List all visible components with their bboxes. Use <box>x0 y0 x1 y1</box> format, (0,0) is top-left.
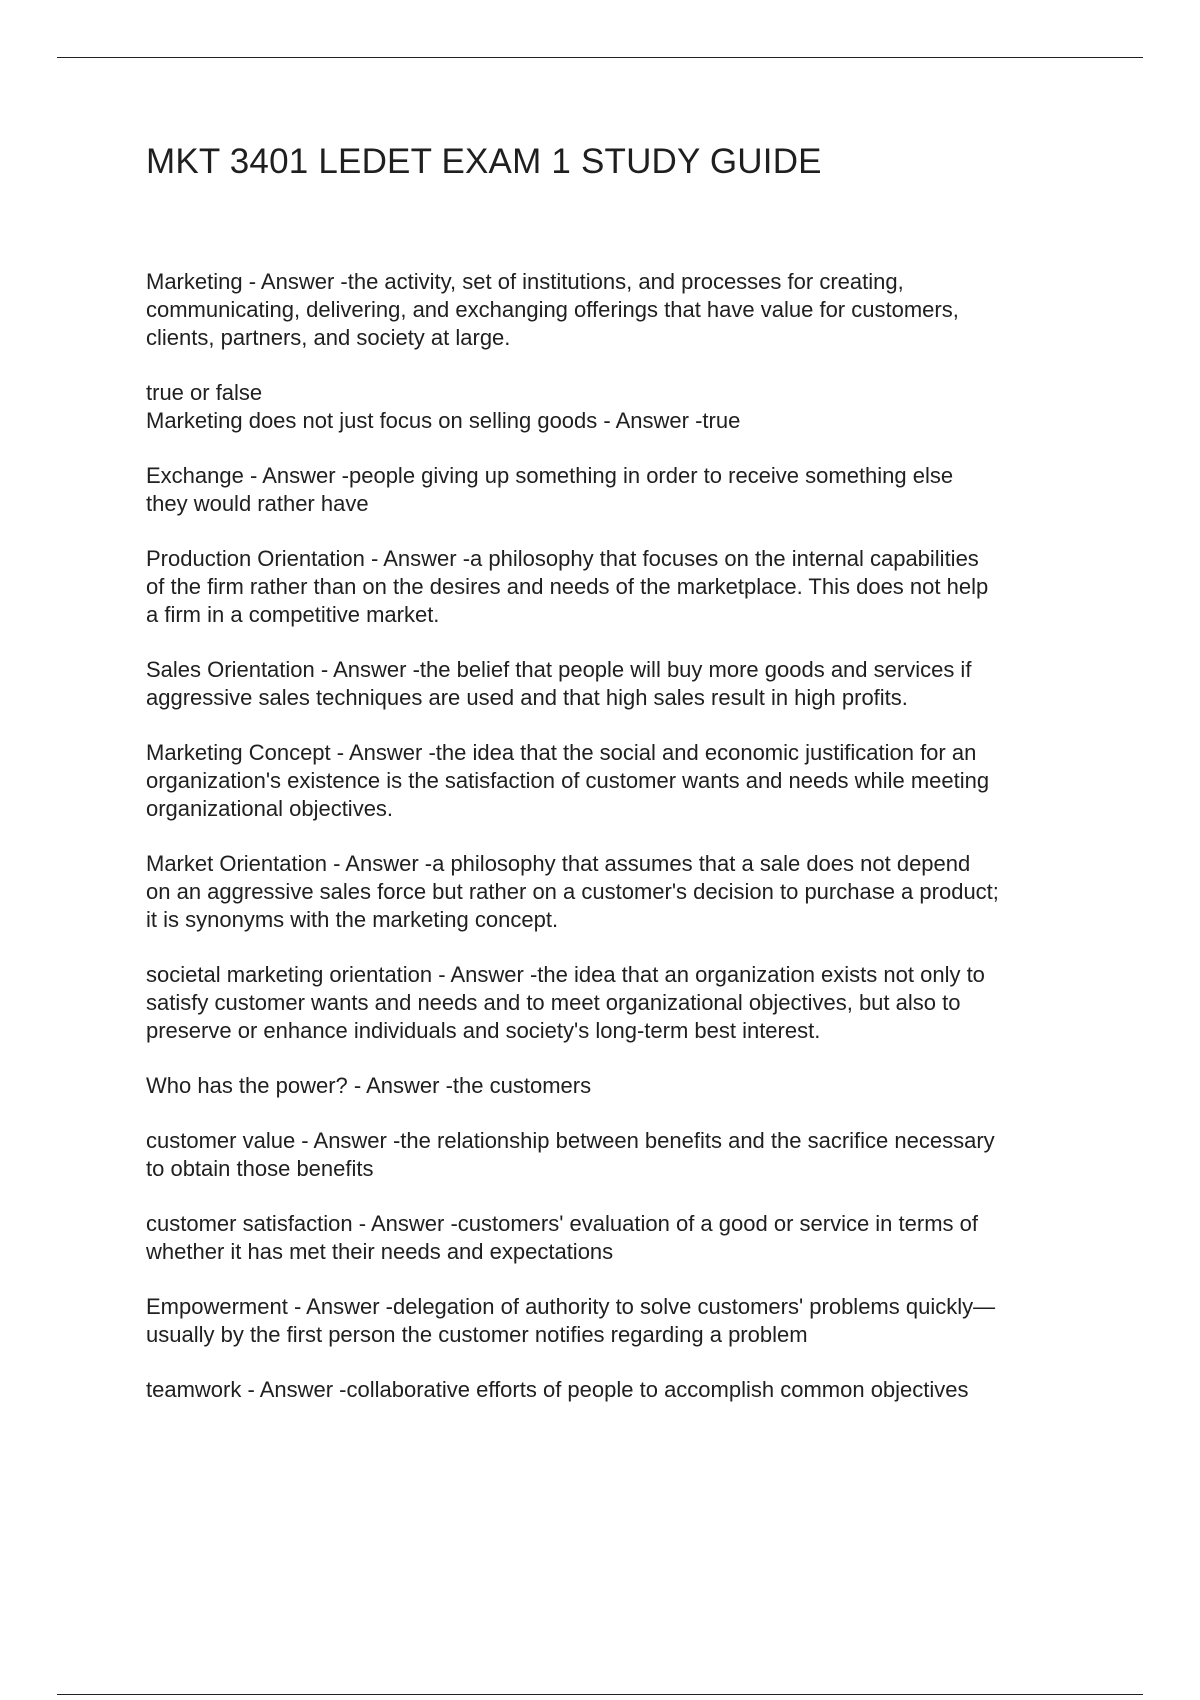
entry-line: Empowerment - Answer -delegation of authority to solve customers' problems quickly— <box>146 1294 996 1319</box>
entry-production-orientation <box>146 545 1096 629</box>
entry-line: teamwork - Answer -collaborative efforts of people to accomplish common objectives <box>146 1377 969 1402</box>
entry-line: clients, partners, and society at large. <box>146 325 511 350</box>
entry-marketing-concept <box>146 739 1096 823</box>
entry-line: Who has the power? - Answer -the customers <box>146 1073 592 1098</box>
entry-line: to obtain those benefits <box>146 1156 374 1181</box>
entry-line: customer satisfaction - Answer -customers' evaluation of a good or service in terms of <box>146 1211 978 1236</box>
entry-line: societal marketing orientation - Answer -the idea that an organization exists not only to <box>146 962 985 987</box>
entry-societal-marketing-orientation <box>146 961 1096 1045</box>
entry-true-or-false <box>146 379 1096 435</box>
entry-exchange <box>146 462 1096 518</box>
entry-line: communicating, delivering, and exchanging offerings that have value for customers, <box>146 297 959 322</box>
entry-line: usually by the first person the customer notifies regarding a problem <box>146 1322 808 1347</box>
entry-empowerment <box>146 1293 1096 1349</box>
entry-line: on an aggressive sales force but rather on a customer's decision to purchase a product; <box>146 879 999 904</box>
entry-line: it is synonyms with the marketing concept. <box>146 907 559 932</box>
entry-customer-value <box>146 1127 1096 1183</box>
entry-line: aggressive sales techniques are used and that high sales result in high profits. <box>146 685 908 710</box>
page-title: MKT 3401 LEDET EXAM 1 STUDY GUIDE <box>146 142 822 181</box>
entry-line: Market Orientation - Answer -a philosophy that assumes that a sale does not depend <box>146 851 971 876</box>
entry-customer-satisfaction <box>146 1210 1096 1266</box>
entry-line: customer value - Answer -the relationship between benefits and the sacrifice necessary <box>146 1128 995 1153</box>
entry-line: Marketing Concept - Answer -the idea that the social and economic justification for an <box>146 740 977 765</box>
entry-marketing <box>146 268 1096 352</box>
entry-who-has-the-power <box>146 1072 1096 1100</box>
entry-line: organizational objectives. <box>146 796 394 821</box>
entry-line: of the firm rather than on the desires and needs of the marketplace. This does not help <box>146 574 989 599</box>
entry-line: whether it has met their needs and expectations <box>146 1239 614 1264</box>
entry-line: Marketing does not just focus on selling goods - Answer -true <box>146 408 741 433</box>
entry-market-orientation <box>146 850 1096 934</box>
entry-teamwork <box>146 1376 1096 1404</box>
entry-line: they would rather have <box>146 491 369 516</box>
entry-line: a firm in a competitive market. <box>146 602 440 627</box>
bottom-divider <box>57 1694 1143 1695</box>
entry-sales-orientation <box>146 656 1096 712</box>
entry-line: true or false <box>146 380 263 405</box>
study-guide-entries <box>146 268 1096 1431</box>
entry-line: Sales Orientation - Answer -the belief that people will buy more goods and services if <box>146 657 972 682</box>
entry-line: Production Orientation - Answer -a philosophy that focuses on the internal capabilities <box>146 546 979 571</box>
top-divider <box>57 57 1143 58</box>
entry-line: Exchange - Answer -people giving up something in order to receive something else <box>146 463 954 488</box>
entry-line: preserve or enhance individuals and society's long-term best interest. <box>146 1018 821 1043</box>
entry-line: organization's existence is the satisfaction of customer wants and needs while meeting <box>146 768 990 793</box>
entry-line: Marketing - Answer -the activity, set of institutions, and processes for creating, <box>146 269 904 294</box>
entry-line: satisfy customer wants and needs and to meet organizational objectives, but also to <box>146 990 961 1015</box>
